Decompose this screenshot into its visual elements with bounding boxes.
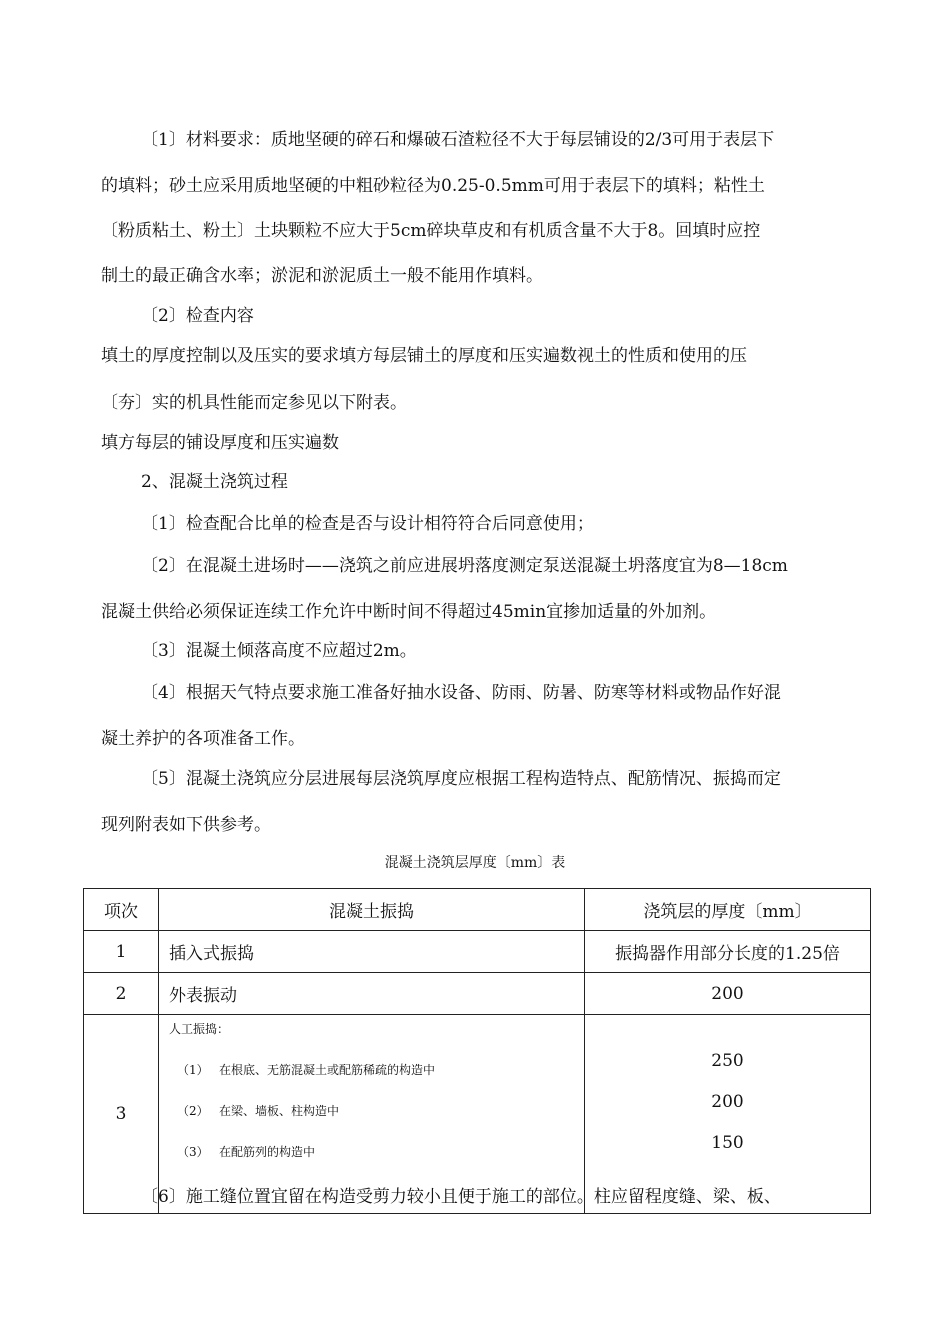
manual-vibration-label: 人工振捣： [169, 1022, 230, 1036]
thickness-value: 200 [711, 1092, 744, 1112]
table-row [84, 973, 871, 1015]
paragraph-line: 〔5〕混凝土浇筑应分层进展每层浇筑厚度应根据工程构造特点、配筋情况、振捣而定 [141, 769, 781, 789]
paragraph-line: 〔3〕混凝土倾落高度不应超过2m。 [141, 641, 417, 661]
header-cell-method: 混凝土振捣 [159, 889, 585, 931]
paragraph-line: 凝土养护的各项准备工作。 [101, 729, 305, 749]
subitem-number: （1） [177, 1063, 209, 1077]
table-header-row [84, 889, 871, 931]
subitem-2 [169, 1101, 584, 1121]
row-method-cell [159, 973, 585, 1015]
thickness-value: 250 [711, 1051, 744, 1071]
subitem-text: 在根底、无筋混凝土或配筋稀疏的构造中 [219, 1063, 436, 1077]
subitem-text: 在配筋列的构造中 [219, 1145, 316, 1159]
paragraph-line: 〔1〕检查配合比单的检查是否与设计相符符合后同意使用； [141, 514, 594, 534]
row-no-cell: 1 [84, 931, 159, 973]
header-cell-no: 项次 [84, 889, 159, 931]
paragraph-line: 〔1〕材料要求：质地坚硬的碎石和爆破石渣粒径不大于每层铺设的2/3可用于表层下 [141, 130, 775, 150]
paragraph-line: 混凝土供给必须保证连续工作允许中断时间不得超过45min宜掺加适量的外加剂。 [101, 602, 717, 622]
paragraph-line: 〔粉质粘土、粉土〕土块颗粒不应大于5cm碎块草皮和有机质含量不大于8。回填时应控 [101, 221, 761, 241]
paragraph-line: 〔4〕根据天气特点要求施工准备好抽水设备、防雨、防暑、防寒等材料或物品作好混 [141, 683, 781, 703]
subitem-number: （2） [177, 1104, 209, 1118]
subitem-3 [169, 1142, 584, 1162]
section-heading: 2、混凝土浇筑过程 [141, 472, 288, 492]
section-heading: 〔2〕检查内容 [141, 306, 254, 326]
header-cell-thickness: 浇筑层的厚度〔mm〕 [585, 889, 871, 931]
row-thickness-text: 振捣器作用部分长度的1.25倍 [615, 944, 840, 964]
paragraph-line: 的填料；砂土应采用质地坚硬的中粗砂粒径为0.25-0.5mm可用于表层下的填料；粘性土 [101, 176, 765, 196]
paragraph-line: 制土的最正确含水率；淤泥和淤泥质土一般不能用作填料。 [101, 266, 543, 286]
subitem-number: （3） [177, 1145, 209, 1159]
row-thickness-cell [585, 931, 871, 973]
row-thickness-cell: 200 [585, 973, 871, 1015]
thickness-value: 150 [711, 1133, 744, 1153]
row-no-cell: 2 [84, 973, 159, 1015]
paragraph-line: 〔夯〕实的机具性能而定参见以下附表。 [101, 393, 407, 413]
row-no-cell: 3 [84, 1015, 159, 1214]
row-method-cell [159, 931, 585, 973]
paragraph-line: 〔2〕在混凝土进场时——浇筑之前应进展坍落度测定泵送混凝土坍落度宜为8—18cm [141, 556, 788, 576]
paragraph-line: 〔6〕施工缝位置宜留在构造受剪力较小且便于施工的部位。柱应留程度缝、梁、板、 [141, 1187, 781, 1207]
pouring-thickness-table [83, 888, 871, 1214]
row-thickness-cell [585, 1015, 871, 1214]
row-method-text: 外表振动 [169, 986, 237, 1006]
paragraph-line: 现列附表如下供参考。 [101, 815, 271, 835]
subitem-1 [169, 1060, 584, 1080]
paragraph-line: 填土的厚度控制以及压实的要求填方每层铺土的厚度和压实遍数视土的性质和使用的压 [101, 346, 747, 366]
table-row [84, 1015, 871, 1214]
row-method-cell [159, 1015, 585, 1214]
paragraph-line: 填方每层的铺设厚度和压实遍数 [101, 433, 339, 453]
table-caption: 混凝土浇筑层厚度〔mm〕表 [384, 855, 566, 871]
table-row [84, 931, 871, 973]
subitem-text: 在梁、墙板、柱构造中 [219, 1104, 340, 1118]
row-method-text: 插入式振捣 [169, 944, 254, 964]
